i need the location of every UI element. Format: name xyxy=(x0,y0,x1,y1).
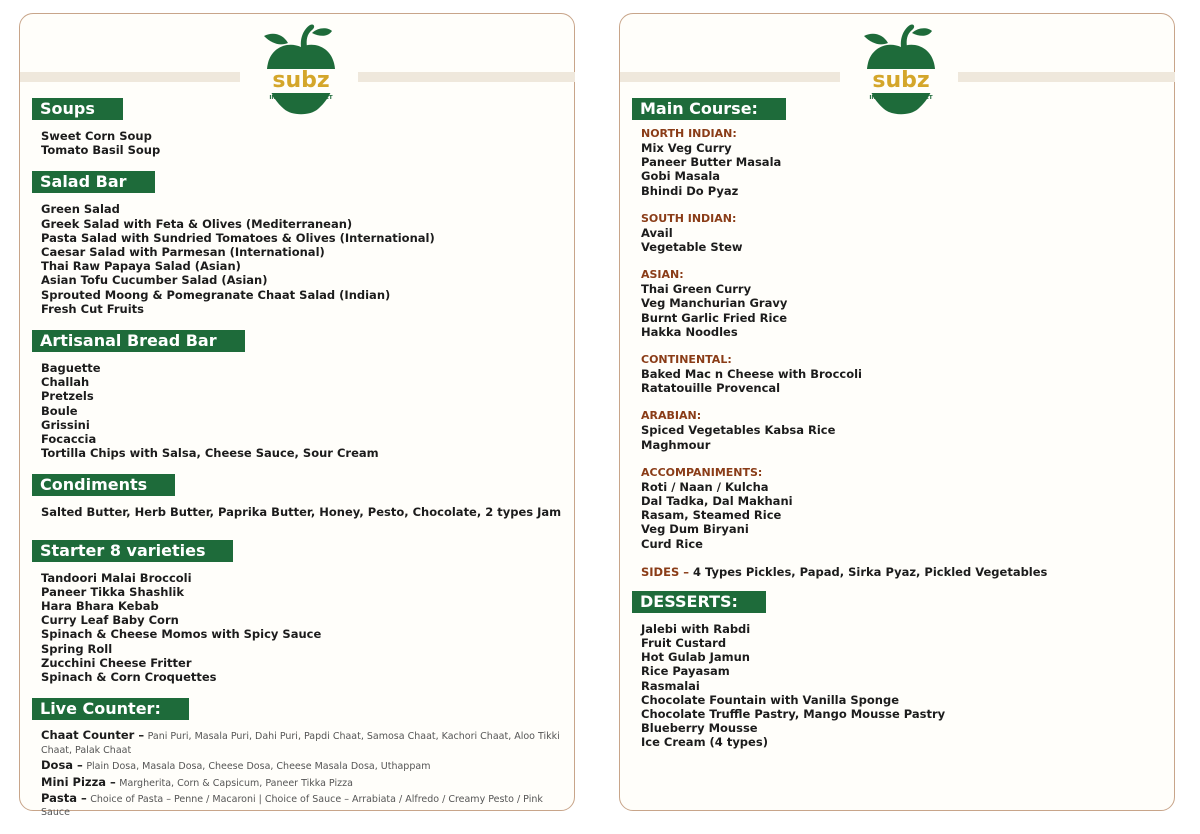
menu-item: Baguette xyxy=(41,361,101,376)
menu-panel-left xyxy=(19,13,575,819)
section-title-salad-bar: Salad Bar xyxy=(32,171,155,193)
main-course-groups xyxy=(632,127,1166,551)
live-counter-list xyxy=(32,729,566,819)
menu-item: Gobi Masala xyxy=(641,169,721,184)
menu-item: Avail xyxy=(641,225,673,240)
menu-item: Caesar Salad with Parmesan (International) xyxy=(41,245,325,260)
cuisine-label: ARABIAN: xyxy=(641,409,702,423)
menu-item: Tandoori Malai Broccoli xyxy=(41,570,192,585)
menu-item: Tomato Basil Soup xyxy=(41,143,161,158)
menu-item: Chocolate Fountain with Vanilla Sponge xyxy=(641,692,899,707)
live-counter-name: Mini Pizza – xyxy=(41,774,116,789)
live-counter-item xyxy=(32,759,566,773)
section-desserts xyxy=(632,591,1166,750)
menu-item: Blueberry Mousse xyxy=(641,721,758,736)
menu-item: Mix Veg Curry xyxy=(641,141,732,155)
menu-item: Spiced Vegetables Kabsa Rice xyxy=(641,423,836,438)
menu-item: Maghmour xyxy=(641,437,711,452)
live-counter-name: Dosa – xyxy=(41,758,83,773)
menu-item: Zucchini Cheese Fritter xyxy=(41,655,192,670)
condiments-list xyxy=(32,505,566,519)
menu-item: Fruit Custard xyxy=(641,636,727,651)
cuisine-group xyxy=(632,268,1166,339)
right-content xyxy=(632,98,1166,764)
svg-text:INDIA'S VEG BUFFET: INDIA'S VEG BUFFET xyxy=(269,95,333,101)
section-starters xyxy=(32,540,566,685)
menu-item: Asian Tofu Cucumber Salad (Asian) xyxy=(41,273,268,288)
section-salad-bar xyxy=(32,171,566,316)
section-condiments xyxy=(32,474,566,519)
section-main-course xyxy=(632,98,1166,551)
section-title-main-course: Main Course: xyxy=(632,98,786,120)
menu-item: Salted Butter, Herb Butter, Paprika Butter, Honey, Pesto, Chocolate, 2 types Jam xyxy=(41,505,562,520)
live-counter-desc: Choice of Pasta – Penne / Macaroni | Choice of Sauce – Arrabiata / Alfredo / Creamy Pesto / Pink Sauce xyxy=(41,793,543,819)
header-band-left xyxy=(620,72,840,82)
menu-item: Rasmalai xyxy=(641,678,700,693)
svg-text:INDIA'S VEG BUFFET: INDIA'S VEG BUFFET xyxy=(869,95,933,101)
cuisine-group xyxy=(632,466,1166,551)
header-band-left xyxy=(20,72,240,82)
live-counter-name: Pasta – xyxy=(41,790,87,805)
section-title-live-counter: Live Counter: xyxy=(32,698,189,720)
section-live-counter xyxy=(32,698,566,819)
live-counter-item xyxy=(32,792,566,820)
live-counter-desc: Plain Dosa, Masala Dosa, Cheese Dosa, Cheese Masala Dosa, Uthappam xyxy=(86,761,431,773)
live-counter-desc: Margherita, Corn & Capsicum, Paneer Tikka Pizza xyxy=(119,777,353,789)
section-title-soups: Soups xyxy=(32,98,123,120)
section-title-condiments: Condiments xyxy=(32,474,175,496)
cuisine-label: ASIAN: xyxy=(641,268,684,282)
menu-item: Vegetable Stew xyxy=(641,240,743,255)
starters-list xyxy=(32,571,566,685)
menu-item: Curd Rice xyxy=(641,536,703,551)
soups-list xyxy=(32,129,566,157)
menu-item: Veg Manchurian Gravy xyxy=(641,296,788,311)
cuisine-label: SOUTH INDIAN: xyxy=(641,211,737,225)
menu-item: Sweet Corn Soup xyxy=(41,129,152,143)
cuisine-label: CONTINENTAL: xyxy=(641,353,732,367)
header-band-right xyxy=(958,72,1175,82)
menu-panel-right xyxy=(619,13,1175,811)
live-counter-name: Chaat Counter – xyxy=(41,728,145,743)
live-counter-item xyxy=(32,729,566,757)
cuisine-label: NORTH INDIAN: xyxy=(641,127,737,140)
cuisine-group xyxy=(632,353,1166,395)
bread-list xyxy=(32,361,566,460)
sides-text: 4 Types Pickles, Papad, Sirka Pyaz, Pickled Vegetables xyxy=(689,564,1048,579)
menu-item: Ratatouille Provencal xyxy=(641,381,781,396)
menu-item: Hot Gulab Jamun xyxy=(641,650,750,665)
menu-item: Fresh Cut Fruits xyxy=(41,301,145,316)
cuisine-group xyxy=(632,127,1166,198)
menu-item: Roti / Naan / Kulcha xyxy=(641,479,769,494)
menu-item: Pasta Salad with Sundried Tomatoes & Olives (International) xyxy=(41,230,435,245)
menu-item: Pretzels xyxy=(41,389,94,404)
menu-item: Ice Cream (4 types) xyxy=(641,735,768,750)
menu-item: Curry Leaf Baby Corn xyxy=(41,613,179,628)
menu-item: Sprouted Moong & Pomegranate Chaat Salad (Indian) xyxy=(41,287,391,302)
menu-item: Spring Roll xyxy=(41,641,113,656)
menu-item: Paneer Butter Masala xyxy=(641,155,782,170)
svg-text:subz: subz xyxy=(872,68,930,93)
section-title-desserts: DESSERTS: xyxy=(632,591,766,613)
cuisine-group xyxy=(632,212,1166,254)
section-title-bread-bar: Artisanal Bread Bar xyxy=(32,330,245,352)
section-bread-bar xyxy=(32,330,566,460)
cuisine-group xyxy=(632,409,1166,451)
menu-item: Thai Green Curry xyxy=(641,282,752,297)
menu-item: Hara Bhara Kebab xyxy=(41,599,159,614)
menu-item: Spinach & Cheese Momos with Spicy Sauce xyxy=(41,627,322,642)
menu-item: Spinach & Corn Croquettes xyxy=(41,670,217,685)
live-counter-item xyxy=(32,776,566,790)
menu-item: Tortilla Chips with Salsa, Cheese Sauce, Sour Cream xyxy=(41,446,379,461)
menu-item: Paneer Tikka Shashlik xyxy=(41,584,184,599)
menu-item: Bhindi Do Pyaz xyxy=(641,183,739,198)
menu-item: Boule xyxy=(41,403,78,418)
menu-item: Veg Dum Biryani xyxy=(641,522,749,537)
menu-item: Rice Payasam xyxy=(641,664,730,679)
svg-text:subz: subz xyxy=(272,68,330,93)
section-soups xyxy=(32,98,566,157)
salad-list xyxy=(32,202,566,316)
menu-item: Jalebi with Rabdi xyxy=(641,621,751,636)
menu-item: Greek Salad with Feta & Olives (Mediterranean) xyxy=(41,216,353,231)
menu-item: Grissini xyxy=(41,417,90,432)
menu-item: Thai Raw Papaya Salad (Asian) xyxy=(41,259,241,274)
menu-item: Baked Mac n Cheese with Broccoli xyxy=(641,367,862,382)
menu-item: Focaccia xyxy=(41,432,97,447)
menu-item: Hakka Noodles xyxy=(641,324,738,339)
sides-line xyxy=(632,565,1166,579)
cuisine-label: ACCOMPANIMENTS: xyxy=(641,465,763,479)
left-content xyxy=(32,98,566,834)
menu-item: Dal Tadka, Dal Makhani xyxy=(641,494,793,509)
desserts-list xyxy=(632,622,1166,750)
live-counter-desc: Pani Puri, Masala Puri, Dahi Puri, Papdi Chaat, Samosa Chaat, Kachori Chaat, Aloo Tikki Chaat, Palak Chaat xyxy=(41,731,560,756)
header-band-right xyxy=(358,72,575,82)
section-title-starters: Starter 8 varieties xyxy=(32,540,233,562)
menu-item: Burnt Garlic Fried Rice xyxy=(641,310,788,325)
menu-item: Challah xyxy=(41,375,90,390)
menu-item: Rasam, Steamed Rice xyxy=(641,508,782,523)
sides-label: SIDES – xyxy=(641,564,689,579)
menu-item: Green Salad xyxy=(41,202,120,217)
menu-item: Chocolate Truffle Pastry, Mango Mousse Pastry xyxy=(641,707,946,722)
